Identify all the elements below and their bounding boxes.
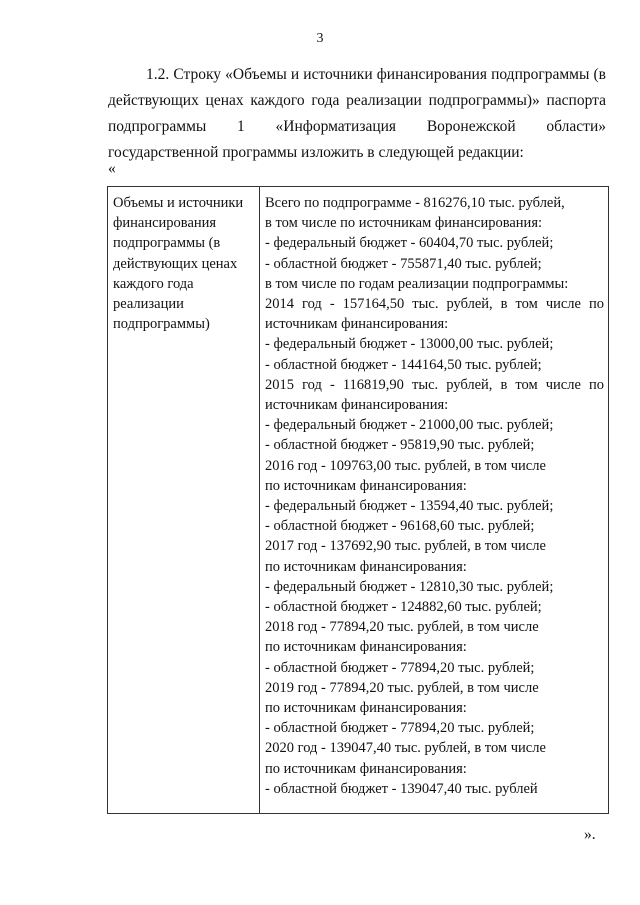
- close-quote: ».: [584, 826, 596, 843]
- funding-line: - областной бюджет - 124882,60 тыс. рублей;: [265, 599, 542, 616]
- funding-line: по источникам финансирования:: [265, 477, 467, 494]
- funding-line: - областной бюджет - 755871,40 тыс. рублей;: [265, 255, 542, 272]
- table-cell-label: [108, 187, 260, 814]
- funding-line: - областной бюджет - 96168,60 тыс. рублей;: [265, 518, 535, 535]
- funding-line: - областной бюджет - 95819,90 тыс. рублей;: [265, 437, 535, 454]
- funding-line: 2019 год - 77894,20 тыс. рублей, в том числе: [265, 679, 539, 696]
- intro-text: 1.2. Строку «Объемы и источники финансирования подпрограммы (в действующих ценах каждого года реализации подпрограммы)» паспорта подпрограммы 1 «Информатизация Воронежской области» государственной программы изложить в следующей редакции:: [108, 66, 606, 161]
- funding-line: по источникам финансирования:: [265, 760, 467, 777]
- funding-line: - федеральный бюджет - 12810,30 тыс. рублей;: [265, 578, 554, 595]
- funding-line: - областной бюджет - 139047,40 тыс. рублей: [265, 780, 538, 797]
- funding-line: 2017 год - 137692,90 тыс. рублей, в том числе: [265, 538, 546, 555]
- funding-label: Объемы и источники финансирования подпрограммы (в действующих ценах каждого года реализации подпрограммы): [113, 195, 244, 333]
- open-quote: «: [108, 160, 116, 177]
- funding-line: в том числе по годам реализации подпрограммы:: [265, 275, 569, 292]
- funding-line: - федеральный бюджет - 21000,00 тыс. рублей;: [265, 417, 554, 434]
- intro-paragraph: [108, 62, 606, 166]
- funding-line: - областной бюджет - 144164,50 тыс. рублей;: [265, 356, 542, 373]
- funding-line: - федеральный бюджет - 13000,00 тыс. рублей;: [265, 336, 554, 353]
- funding-line: по источникам финансирования:: [265, 700, 467, 717]
- funding-line: по источникам финансирования:: [265, 639, 467, 656]
- funding-line: по источникам финансирования:: [265, 558, 467, 575]
- funding-line: Всего по подпрограмме - 816276,10 тыс. рублей,: [265, 195, 565, 211]
- funding-table: [107, 186, 609, 814]
- funding-line: источникам финансирования:: [265, 397, 449, 414]
- funding-line: 2018 год - 77894,20 тыс. рублей, в том числе: [265, 619, 539, 636]
- funding-line: 2016 год - 109763,00 тыс. рублей, в том числе: [265, 457, 546, 474]
- table-row: [108, 187, 609, 814]
- funding-line: - областной бюджет - 77894,20 тыс. рублей;: [265, 720, 535, 737]
- table-cell-content: [260, 187, 609, 814]
- funding-line: - федеральный бюджет - 60404,70 тыс. рублей;: [265, 235, 554, 252]
- funding-line: 2020 год - 139047,40 тыс. рублей, в том числе: [265, 740, 546, 757]
- funding-line: 2015 год - 116819,90 тыс. рублей, в том числе по: [265, 376, 604, 393]
- funding-line: в том числе по источникам финансирования:: [265, 215, 543, 232]
- funding-line: - областной бюджет - 77894,20 тыс. рублей;: [265, 659, 535, 676]
- page-number: 3: [316, 31, 324, 46]
- funding-line: 2014 год - 157164,50 тыс. рублей, в том числе по: [265, 296, 604, 313]
- funding-line: - федеральный бюджет - 13594,40 тыс. рублей;: [265, 498, 554, 515]
- funding-line: источникам финансирования:: [265, 316, 449, 333]
